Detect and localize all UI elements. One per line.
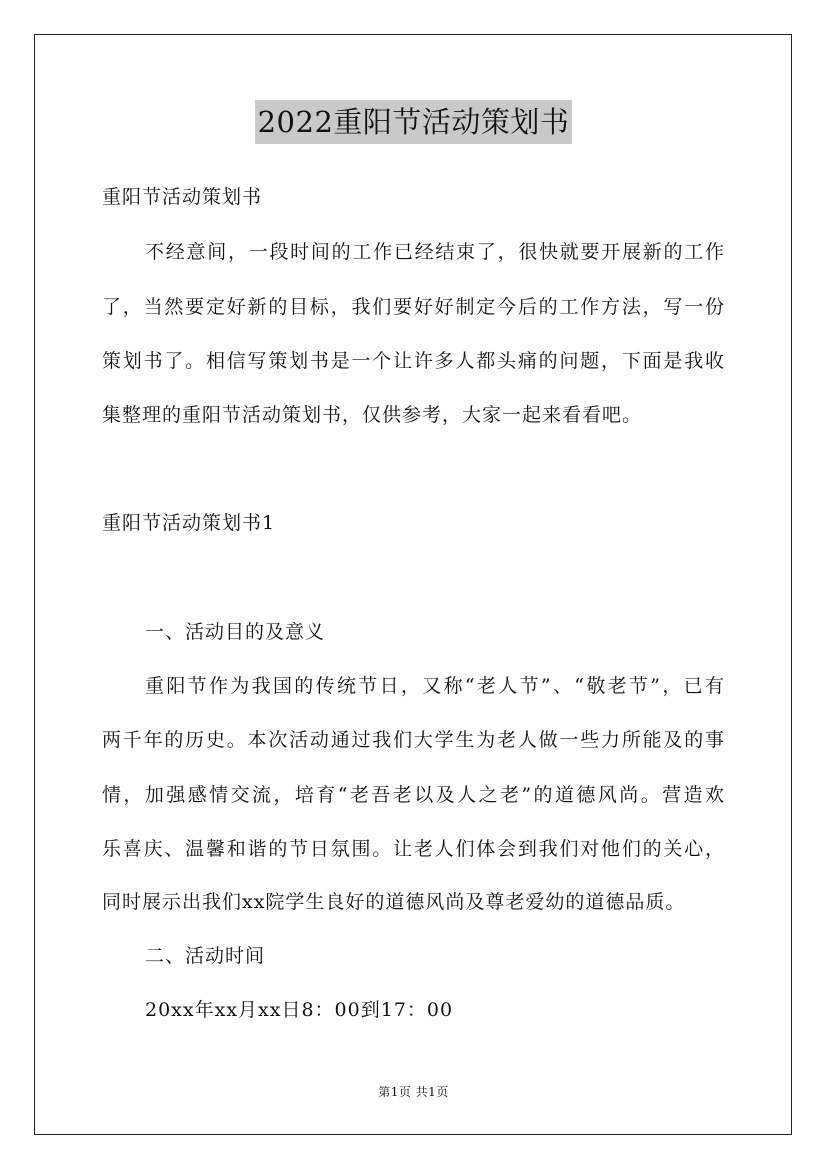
section1-line: 重阳节作为我国的传统节日，又称“老人节”、“敬老节”，已有: [145, 675, 725, 697]
section1-line: 情，加强感情交流，培育“老吾老以及人之老”的道德风尚。营造欢: [102, 784, 725, 806]
section1-line: 两千年的历史。本次活动通过我们大学生为老人做一些力所能及的事: [102, 729, 725, 751]
document-title: 2022重阳节活动策划书: [255, 100, 573, 144]
section1-line: 乐喜庆、温馨和谐的节日氛围。让老人们体会到我们对他们的关心，: [102, 838, 725, 860]
title-block: [0, 100, 827, 144]
intro-line: 不经意间，一段时间的工作已经结束了，很快就要开展新的工作: [145, 241, 725, 263]
intro-line: 策划书了。相信写策划书是一个让许多人都头痛的问题，下面是我收: [102, 350, 725, 372]
intro-line: 集整理的重阳节活动策划书，仅供参考，大家一起来看看吧。: [102, 404, 643, 426]
section2-body: 20xx年xx月xx日8：00到17：00: [145, 999, 454, 1021]
section-heading: 重阳节活动策划书1: [102, 512, 276, 534]
section2-heading: 二、活动时间: [145, 945, 266, 967]
section1-line: 同时展示出我们xx院学生良好的道德风尚及尊老爱幼的道德品质。: [102, 891, 686, 913]
intro-line: 了，当然要定好新的目标，我们要好好制定今后的工作方法，写一份: [102, 296, 725, 318]
section1-heading: 一、活动目的及意义: [145, 621, 326, 643]
subtitle: 重阳节活动策划书: [102, 186, 263, 208]
page-footer: 第1页 共1页: [378, 1085, 449, 1099]
